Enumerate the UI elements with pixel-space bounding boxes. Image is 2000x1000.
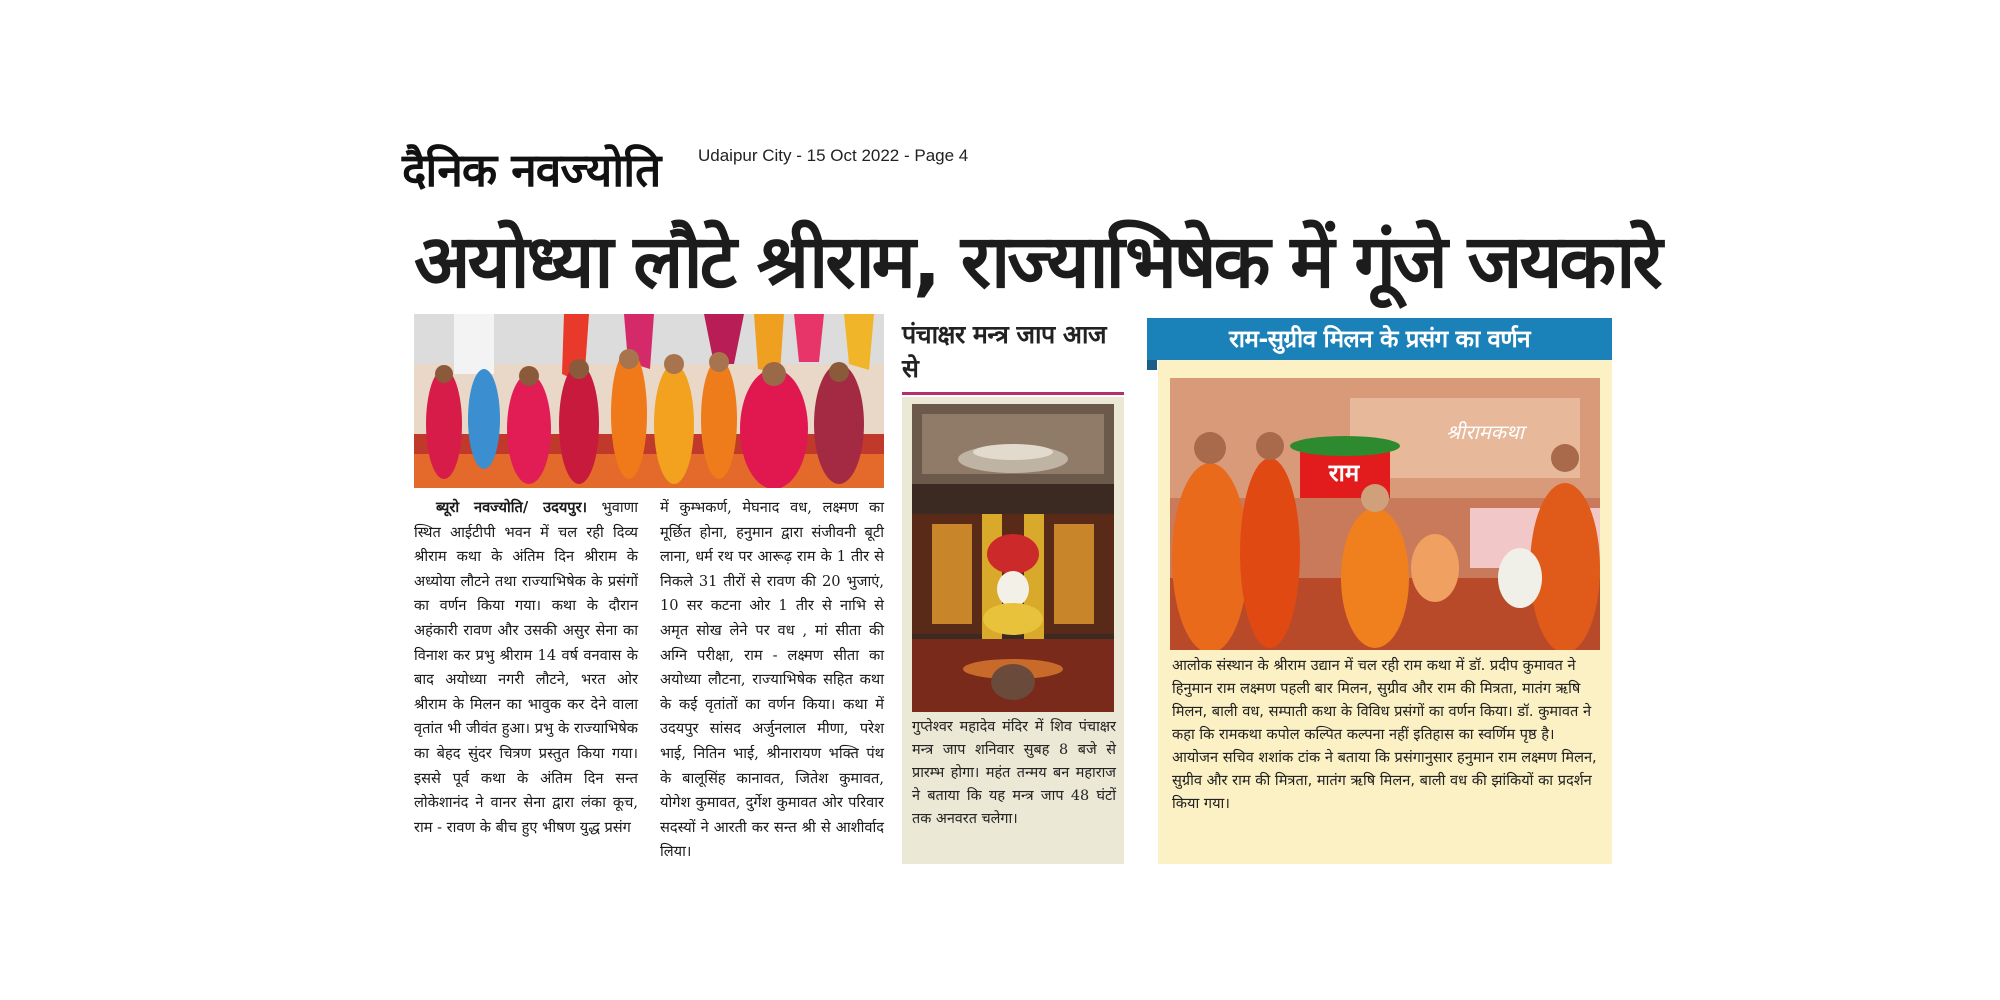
banner-corner [1147, 360, 1157, 370]
side-story-heading: पंचाक्षर मन्त्र जाप आज से [902, 320, 1107, 383]
edition-info: Udaipur City - 15 Oct 2022 - Page 4 [698, 146, 969, 165]
temple-photo [912, 404, 1114, 712]
side-story-caption: गुप्तेश्वर महादेव मंदिर में शिव पंचाक्षर मन्त्र जाप शनिवार सुबह 8 बजे से प्रारम्भ होगा। महंत तन्मय बन महाराज ने बताया कि यह मन्त्र जाप 48 घंटों तक अनवरत चलेगा। [912, 719, 1116, 827]
divider [902, 392, 1124, 395]
right-story-banner: राम-सुग्रीव मिलन के प्रसंग का वर्णन [1147, 318, 1612, 360]
photo-sign-text: राम [1328, 459, 1360, 487]
main-story-column-1 [414, 496, 638, 840]
main-story-column-2 [660, 496, 884, 865]
newspaper-masthead: दैनिक नवज्योति [402, 143, 661, 197]
ramkatha-stage-photo [1170, 378, 1600, 650]
main-story-photo [414, 314, 884, 488]
main-story-text-1: भुवाणा स्थित आईटीपी भवन में चल रही दिव्य श्रीराम कथा के अंतिम दिन श्रीराम के अध्योया लौटने तथा राज्याभिषेक के प्रसंगों का वर्णन किया गया। कथा के दौरान अहंकारी रावण और उसकी असुर सेना का विनाश कर प्रभु श्रीराम 14 वर्ष वनवास के बाद अयोध्या नगरी लौटने, भरत ओर श्रीराम के मिलन का भावुक कर देने वाला वृतांत भी जीवंत हुआ। प्रभु के राज्याभिषेक का बेहद सुंदर चित्रण प्रस्तुत किया गया। इससे पूर्व कथा के अंतिम दिन सन्त लोकेशानंद ने वानर सेना द्वारा लंका कूच, राम - रावण के बीच हुए भीषण युद्ध प्रसंग [414, 499, 639, 836]
right-story-caption: आलोक संस्थान के श्रीराम उद्यान में चल रही राम कथा में डॉ. प्रदीप कुमावत ने हिनुमान राम लक्ष्मण पहली बार मिलन, सुग्रीव और राम की मित्रता, मातंग ऋषि मिलन, बाली वध, सम्पाती कथा के विविध प्रसंगों का वर्णन किया। डॉ. कुमावत ने कहा कि रामकथा कपोल कल्पित कल्पना नहीं इतिहास का स्वर्णिम पृष्ठ है। आयोजन सचिव शशांक टांक ने बताया कि प्रसंगानुसार हनुमान राम लक्ष्मण मिलन, सुग्रीव और राम की मित्रता, मातंग ऋषि मिलन, बाली वध की झांकियों का प्रदर्शन किया गया। [1172, 657, 1597, 812]
main-story-text-2: में कुम्भकर्ण, मेघनाद वध, लक्ष्मण का मूर्छित होना, हनुमान द्वारा संजीवनी बूटी लाना, धर्म रथ पर आरूढ़ राम के 1 तीर से निकले 31 तीरों से रावण की 20 भुजाएं, 10 सर कटना ओर 1 तीर से नाभि से अमृत सोख लेने पर वध , मां सीता की अग्नि परीक्षा, राम - लक्ष्मण सीता का अयोध्या लौटना, राज्याभिषेक सहित कथा के कई वृतांतों का वर्णन किया। कथा में उदयपुर सांसद अर्जुनलाल मीणा, परेश भाई, नितिन भाई, श्रीनारायण भक्ति पंथ के बालूसिंह कानावत, जितेश कुमावत, योगेश कुमावत, दुर्गेश कुमावत ओर परिवार सदस्यों ने आरती कर सन्त श्री से आशीर्वाद लिया। [660, 499, 884, 861]
story-byline: ब्यूरो नवज्योति/ उदयपुर। [436, 499, 588, 516]
page-headline: अयोध्या लौटे श्रीराम, राज्याभिषेक में गूंजे जयकारे [414, 219, 1660, 305]
photo-backdrop-text: श्रीरामकथा [1446, 420, 1524, 444]
